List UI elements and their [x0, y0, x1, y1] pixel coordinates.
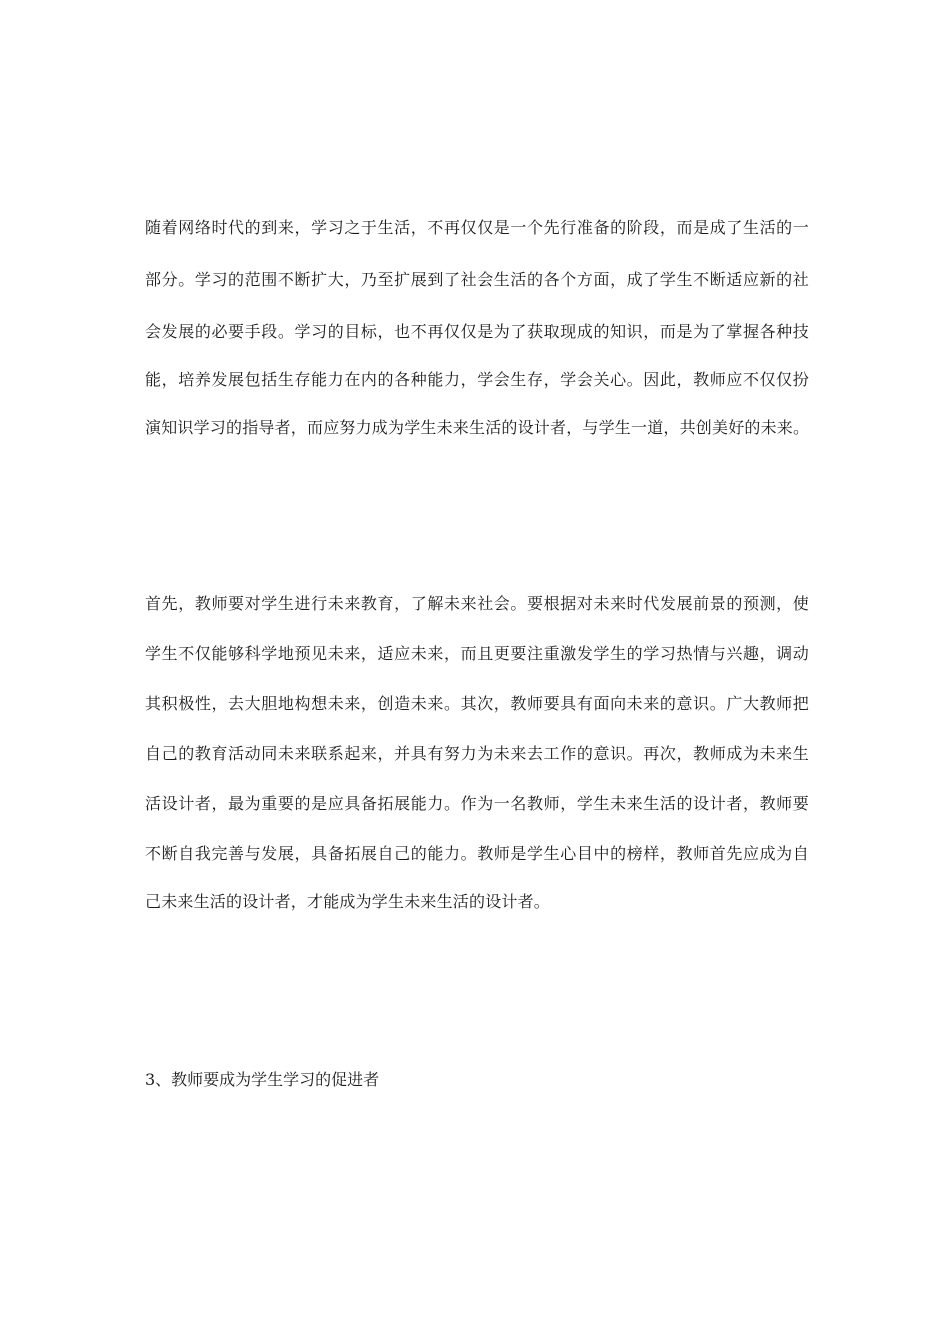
paragraph-line: 活设计者，最为重要的是应具备拓展能力。作为一名教师，学生未来生活的设计者，教师要	[145, 794, 809, 813]
paragraph-line: 会发展的必要手段。学习的目标，也不再仅仅是为了获取现成的知识，而是为了掌握各种技	[145, 322, 809, 341]
paragraph-line: 首先，教师要对学生进行未来教育，了解未来社会。要根据对未来时代发展前景的预测，使	[145, 594, 809, 613]
paragraph-line: 学生不仅能够科学地预见未来，适应未来，而且更要注重激发学生的学习热情与兴趣，调动	[145, 644, 809, 663]
paragraph-line: 不断自我完善与发展，具备拓展自己的能力。教师是学生心目中的榜样，教师首先应成为自	[145, 844, 809, 863]
paragraph-line: 演知识学习的指导者，而应努力成为学生未来生活的设计者，与学生一道，共创美好的未来。	[145, 418, 809, 437]
paragraph-line: 己未来生活的设计者，才能成为学生未来生活的设计者。	[145, 892, 551, 911]
paragraph-line: 随着网络时代的到来，学习之于生活，不再仅仅是一个先行准备的阶段，而是成了生活的一	[145, 218, 809, 237]
paragraph-line: 能，培养发展包括生存能力在内的各种能力，学会生存，学会关心。因此，教师应不仅仅扮	[145, 370, 809, 389]
paragraph-line: 其积极性，去大胆地构想未来，创造未来。其次，教师要具有面向未来的意识。广大教师把	[145, 694, 809, 713]
paragraph-line: 自己的教育活动同未来联系起来，并具有努力为未来去工作的意识。再次，教师成为未来生	[145, 744, 809, 763]
paragraph-line: 部分。学习的范围不断扩大，乃至扩展到了社会生活的各个方面，成了学生不断适应新的社	[145, 270, 809, 289]
section-heading: 3、教师要成为学生学习的促进者	[145, 1070, 380, 1089]
